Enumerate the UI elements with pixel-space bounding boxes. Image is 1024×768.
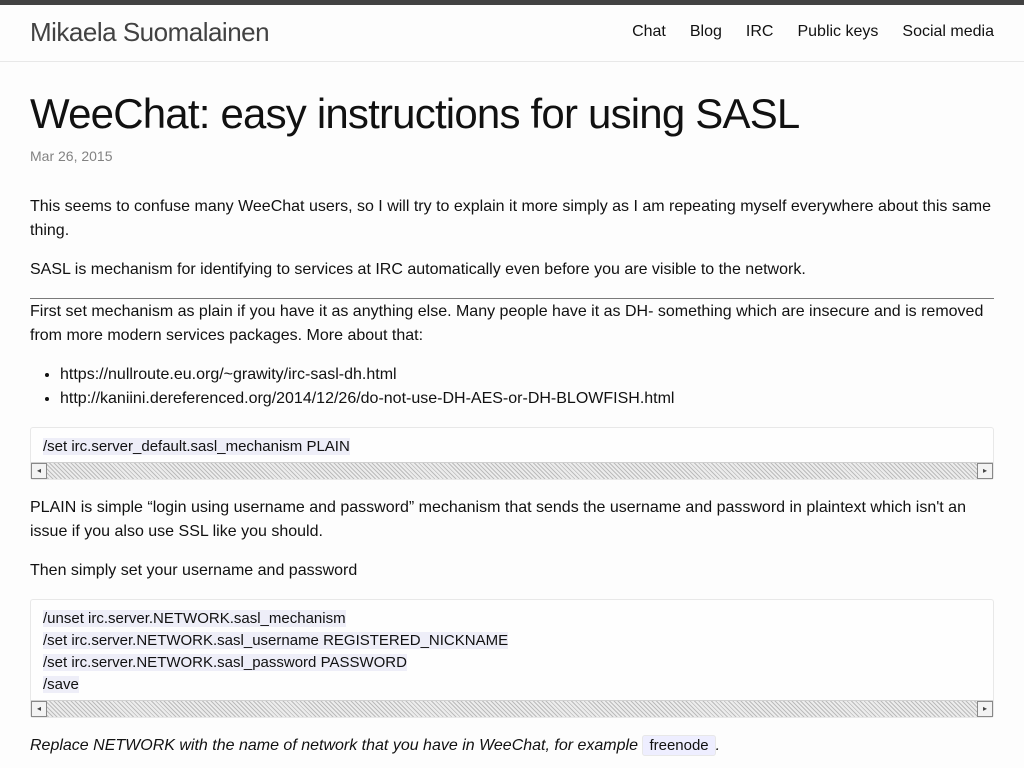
code-line: /unset irc.server.NETWORK.sasl_mechanism [43, 610, 346, 627]
mechanism-paragraph: First set mechanism as plain if you have it as anything else. Many people have it as DH- something which are insecure and is removed from more modern services packages. More about that: [30, 303, 984, 344]
code-line: /set irc.server_default.sasl_mechanism PLAIN [43, 438, 350, 455]
link-kaniini[interactable]: http://kaniini.dereferenced.org/2014/12/26/do-not-use-DH-AES-or-DH-BLOWFISH.html [60, 390, 675, 407]
scroll-right-icon[interactable]: ▸ [977, 701, 993, 717]
nav-blog[interactable]: Blog [689, 23, 722, 40]
post-content [30, 62, 994, 758]
plain-description: PLAIN is simple “login using username and password” mechanism that sends the username and password in plaintext which isn't an issue if you also use SSL like you should. [30, 499, 966, 540]
post-title: WeeChat: easy instructions for using SASL [30, 90, 800, 137]
code-content [31, 428, 993, 462]
scroll-right-icon[interactable]: ▸ [977, 463, 993, 479]
code-block-credentials [30, 599, 994, 718]
then-paragraph: Then simply set your username and password [30, 562, 358, 579]
site-title-link[interactable]: Mikaela Suomalainen [30, 17, 270, 47]
list-item [60, 387, 994, 411]
nav-social-media[interactable]: Social media [902, 23, 994, 40]
scroll-left-icon[interactable]: ◂ [31, 701, 47, 717]
site-header [0, 5, 1024, 62]
code-line: /save [43, 676, 79, 693]
post-date: Mar 26, 2015 [30, 148, 113, 164]
code-content [31, 600, 993, 700]
scroll-left-icon[interactable]: ◂ [31, 463, 47, 479]
horizontal-scrollbar[interactable] [31, 700, 993, 717]
code-block-mechanism [30, 427, 994, 480]
link-nullroute[interactable]: https://nullroute.eu.org/~grawity/irc-sasl-dh.html [60, 366, 397, 383]
list-item [60, 363, 994, 387]
main-nav [632, 23, 994, 41]
replace-paragraph: Replace NETWORK with the name of network that you have in WeeChat, for example freenode . [30, 737, 721, 754]
horizontal-scrollbar[interactable] [31, 462, 993, 479]
sasl-description: SASL is mechanism for identifying to services at IRC automatically even before you are visible to the network. [30, 261, 806, 278]
nav-chat[interactable]: Chat [632, 23, 666, 40]
code-line: /set irc.server.NETWORK.sasl_password PASSWORD [43, 654, 407, 671]
intro-paragraph: This seems to confuse many WeeChat users, so I will try to explain it more simply as I am repeating myself everywhere about this same thing. [30, 198, 991, 239]
section-divider [30, 298, 994, 299]
reference-links-list [30, 363, 994, 411]
nav-irc[interactable]: IRC [745, 23, 774, 40]
code-line: /set irc.server.NETWORK.sasl_username REGISTERED_NICKNAME [43, 632, 509, 649]
inline-code-example: freenode [642, 735, 715, 756]
nav-public-keys[interactable]: Public keys [797, 23, 879, 40]
